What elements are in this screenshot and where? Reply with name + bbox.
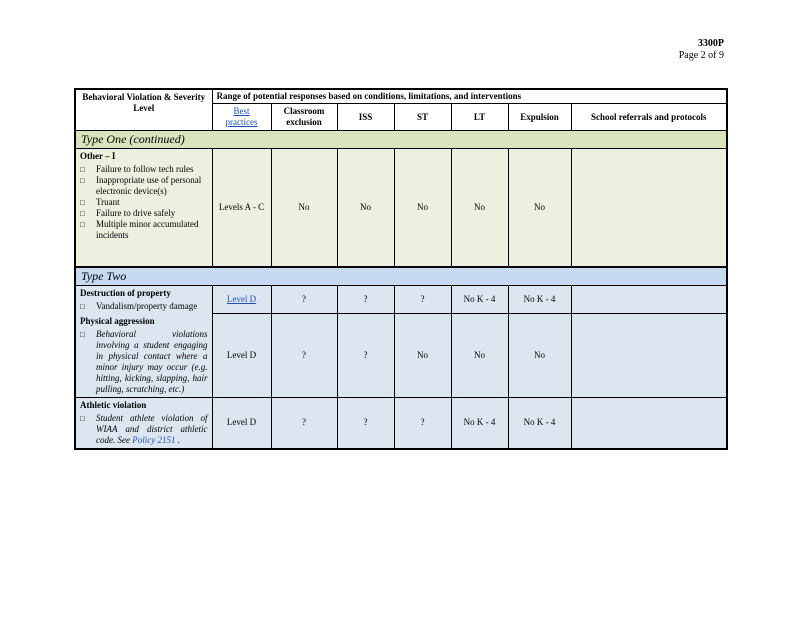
physical-aggression-cell <box>75 314 212 398</box>
expulsion-value: No K - 4 <box>508 285 571 314</box>
athletic-item-end: . <box>177 434 180 445</box>
type-two-label: Type Two <box>75 267 727 286</box>
level-d-link[interactable]: Level D <box>226 293 257 304</box>
referrals-value <box>571 314 727 398</box>
athletic-violation-title: Athletic violation <box>80 399 147 410</box>
athletic-violation-row <box>75 397 727 449</box>
referrals-header: School referrals and protocols <box>571 104 727 131</box>
best-practice-value: Level D <box>212 314 271 398</box>
list-item: □ Failure to follow tech rules <box>80 164 208 175</box>
expulsion-value: No <box>508 314 571 398</box>
best-practice-value: Levels A - C <box>212 149 271 267</box>
physical-aggression-title: Physical aggression <box>80 315 155 326</box>
list-item: □ Multiple minor accumulated incidents <box>80 219 208 241</box>
type-one-label: Type One (continued) <box>75 131 727 149</box>
iss-value: ? <box>337 397 394 449</box>
referrals-value <box>571 149 727 267</box>
list-item: □ Truant <box>80 197 208 208</box>
policy-code: 3300P <box>697 38 724 49</box>
destruction-row <box>75 285 727 314</box>
lt-value: No K - 4 <box>451 397 508 449</box>
physical-aggression-items <box>80 329 208 395</box>
policy-link[interactable]: Policy 2151 <box>132 434 176 445</box>
physical-aggression-row <box>75 314 727 398</box>
iss-value: No <box>337 149 394 267</box>
athletic-violation-cell <box>75 397 212 449</box>
behavior-response-table <box>74 88 728 450</box>
range-header: Range of potential responses based on conditions, limitations, and interventions <box>212 89 727 104</box>
list-item <box>80 413 208 446</box>
violation-header: Behavioral Violation & Severity Level <box>75 89 212 131</box>
classroom-value: ? <box>271 285 337 314</box>
st-value: No <box>394 314 451 398</box>
classroom-value: ? <box>271 397 337 449</box>
destruction-title: Destruction of property <box>80 287 171 298</box>
referrals-value <box>571 397 727 449</box>
type-one-violation-cell <box>75 149 212 267</box>
st-header: ST <box>394 104 451 131</box>
lt-value: No <box>451 149 508 267</box>
athletic-item-text: Student athlete violation of WIAA and district athletic code. See <box>96 412 208 445</box>
lt-value: No <box>451 314 508 398</box>
page-header <box>679 38 724 62</box>
list-item: □ Inappropriate use of personal electronic device(s) <box>80 175 208 197</box>
athletic-items <box>80 413 208 446</box>
st-value: ? <box>394 397 451 449</box>
iss-value: ? <box>337 285 394 314</box>
header-row-1 <box>75 89 727 104</box>
destruction-cell <box>75 285 212 314</box>
expulsion-value: No <box>508 149 571 267</box>
st-value: ? <box>394 285 451 314</box>
referrals-value <box>571 285 727 314</box>
best-practices-link[interactable]: Best practices <box>225 106 258 127</box>
classroom-value: No <box>271 149 337 267</box>
type-one-other-row <box>75 149 727 267</box>
type-two-row <box>75 267 727 286</box>
destruction-items <box>80 301 208 312</box>
lt-header: LT <box>451 104 508 131</box>
classroom-header: Classroom exclusion <box>271 104 337 131</box>
other-title: Other – I <box>80 151 116 161</box>
expulsion-header: Expulsion <box>508 104 571 131</box>
iss-value: ? <box>337 314 394 398</box>
list-item: □ Behavioral violations involving a student engaging in physical contact where a minor injury may occur (e.g. hitting, kicking, slapping, hair pulling, scratching, etc.) <box>80 329 208 395</box>
expulsion-value: No K - 4 <box>508 397 571 449</box>
page-number: Page 2 of 9 <box>678 50 724 61</box>
best-practice-value: Level D <box>212 397 271 449</box>
lt-value: No K - 4 <box>451 285 508 314</box>
type-one-row <box>75 131 727 149</box>
classroom-value: ? <box>271 314 337 398</box>
list-item: □ Failure to drive safely <box>80 208 208 219</box>
st-value: No <box>394 149 451 267</box>
other-items <box>80 164 208 241</box>
list-item: □ Vandalism/property damage <box>80 301 208 312</box>
iss-header: ISS <box>337 104 394 131</box>
